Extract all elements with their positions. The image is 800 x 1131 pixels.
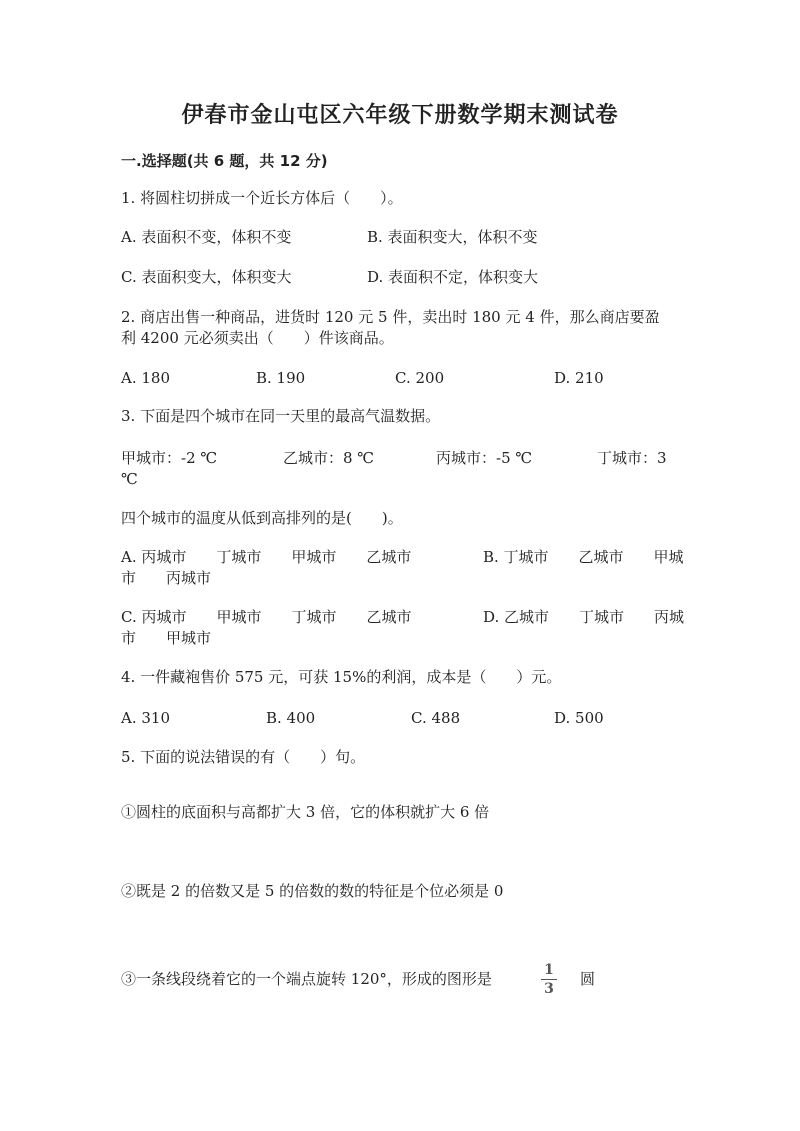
q4-option-a: A. 310: [121, 709, 170, 727]
q3-option-d-line1: D. 乙城市 丁城市 丙城: [483, 608, 685, 626]
q3-city-jia: 甲城市：-2 ℃: [121, 449, 218, 467]
q2-option-b: B. 190: [256, 369, 306, 387]
fraction-one-third: [541, 962, 557, 997]
q1-option-b: B. 表面积变大，体积不变: [367, 228, 538, 246]
q2-stem-line2: 利 4200 元必须卖出（ ）件该商品。: [121, 329, 394, 347]
q4-stem: 4. 一件藏袍售价 575 元，可获 15%的利润，成本是（ ）元。: [121, 668, 562, 686]
q4-option-c: C. 488: [411, 709, 461, 727]
q3-city-ding: 丁城市：3: [597, 449, 667, 467]
q2-stem-line1: 2. 商店出售一种商品，进货时 120 元 5 件，卖出时 180 元 4 件，那么商店要盈: [121, 308, 660, 326]
q3-option-a: A. 丙城市 丁城市 甲城市 乙城市: [121, 548, 412, 566]
q3-question: 四个城市的温度从低到高排列的是( )。: [121, 509, 403, 527]
q3-city-ding-unit: ℃: [121, 470, 138, 488]
q2-option-a: A. 180: [121, 369, 170, 387]
q1-option-d: D. 表面积不定，体积变大: [367, 268, 539, 286]
q1-stem: 1. 将圆柱切拼成一个近长方体后（ ）。: [121, 189, 403, 207]
q5-statement-1: ①圆柱的底面积与高都扩大 3 倍，它的体积就扩大 6 倍: [121, 803, 490, 821]
fraction-numerator: 1: [544, 962, 554, 978]
q5-statement-2: ②既是 2 的倍数又是 5 的倍数的数的特征是个位必须是 0: [121, 882, 504, 900]
q5-statement-3: ③一条线段绕着它的一个端点旋转 120°，形成的图形是: [121, 970, 492, 988]
page-title: 伊春市金山屯区六年级下册数学期末测试卷: [181, 103, 619, 128]
fraction-bar: [541, 979, 557, 980]
q2-option-d: D. 210: [554, 369, 604, 387]
q3-stem: 3. 下面是四个城市在同一天里的最高气温数据。: [121, 407, 441, 425]
q1-option-c: C. 表面积变大，体积变大: [121, 268, 292, 286]
q3-option-b-line1: B. 丁城市 乙城市 甲城: [483, 548, 684, 566]
q3-option-d-line2: 市 甲城市: [121, 629, 212, 647]
q4-option-b: B. 400: [266, 709, 316, 727]
q3-option-c: C. 丙城市 甲城市 丁城市 乙城市: [121, 608, 412, 626]
section-heading: 一.选择题(共 6 题，共 12 分): [121, 152, 328, 170]
q3-option-b-line2: 市 丙城市: [121, 569, 212, 587]
q5-stem: 5. 下面的说法错误的有（ ）句。: [121, 748, 366, 766]
q5-statement-3-suffix: 圆: [580, 970, 596, 988]
q3-city-bing: 丙城市：-5 ℃: [436, 449, 533, 467]
fraction-denominator: 3: [544, 981, 554, 997]
q2-option-c: C. 200: [395, 369, 445, 387]
q1-option-a: A. 表面积不变，体积不变: [121, 228, 292, 246]
q4-option-d: D. 500: [554, 709, 604, 727]
q3-city-yi: 乙城市：8 ℃: [283, 449, 375, 467]
